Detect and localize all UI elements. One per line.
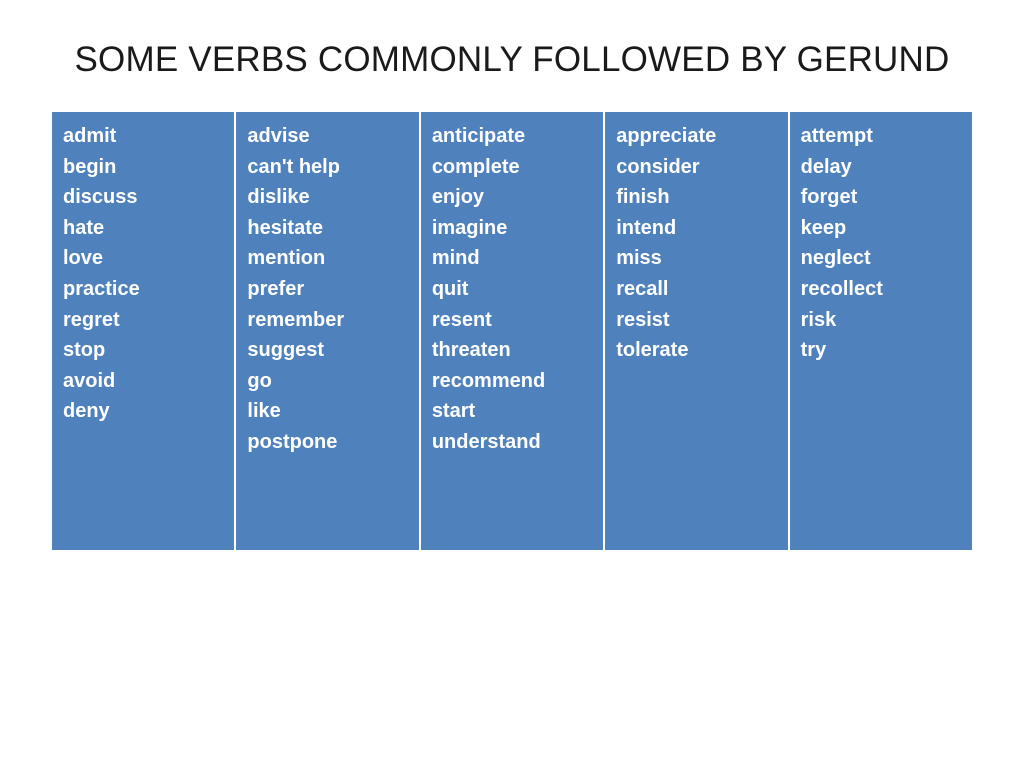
verb-item: go <box>247 369 272 392</box>
verb-item: complete <box>431 155 520 178</box>
verb-item: prefer <box>247 277 305 300</box>
slide-title: SOME VERBS COMMONLY FOLLOWED BY GERUND <box>74 40 950 79</box>
verb-item: intend <box>616 216 677 239</box>
verb-item: delay <box>800 155 852 178</box>
verb-item: regret <box>63 308 120 331</box>
verb-item: deny <box>63 400 110 423</box>
verb-column-5 <box>790 112 972 550</box>
verb-column-2 <box>236 112 420 550</box>
verb-item: try <box>800 339 827 362</box>
verb-item: suggest <box>247 339 325 362</box>
verb-item: quit <box>431 277 469 300</box>
verb-item: understand <box>431 430 541 453</box>
verb-item: hate <box>63 216 105 239</box>
verb-item: finish <box>616 186 670 209</box>
verb-item: mention <box>247 247 326 270</box>
verb-item: recall <box>616 277 669 300</box>
verb-item: like <box>247 400 281 423</box>
verb-item: remember <box>247 308 345 331</box>
verb-item: miss <box>616 247 662 270</box>
verb-item: hesitate <box>247 216 323 239</box>
verb-item: resent <box>431 308 492 331</box>
verb-item: consider <box>616 155 700 178</box>
verb-table <box>51 111 973 551</box>
verb-item: threaten <box>431 339 511 362</box>
verb-item: anticipate <box>431 125 526 147</box>
verb-item: appreciate <box>616 125 717 147</box>
verb-item: avoid <box>63 369 116 392</box>
verb-item: enjoy <box>431 186 485 209</box>
verb-item: postpone <box>247 430 338 453</box>
verb-item: start <box>431 400 476 423</box>
verb-column-3 <box>421 112 605 550</box>
verb-item: recommend <box>431 369 546 392</box>
verb-item: neglect <box>800 247 871 270</box>
verb-item: love <box>63 247 104 270</box>
verb-item: risk <box>800 308 837 331</box>
verb-item: mind <box>431 247 480 270</box>
verb-item: tolerate <box>616 339 689 362</box>
verb-item: forget <box>800 186 858 209</box>
verb-item: advise <box>247 125 310 147</box>
verb-column-4 <box>605 112 789 550</box>
verb-column-1 <box>52 112 236 550</box>
verb-item: admit <box>63 125 117 147</box>
verb-item: keep <box>800 216 847 239</box>
verb-item: resist <box>616 308 670 331</box>
verb-item: attempt <box>800 125 873 147</box>
verb-item: recollect <box>800 277 883 300</box>
verb-item: begin <box>63 155 117 178</box>
verb-item: practice <box>63 277 140 300</box>
verb-item: discuss <box>63 186 138 209</box>
verb-item: can't help <box>247 155 340 178</box>
verb-item: stop <box>63 339 106 362</box>
verb-item: dislike <box>247 186 310 209</box>
verb-item: imagine <box>431 216 508 239</box>
